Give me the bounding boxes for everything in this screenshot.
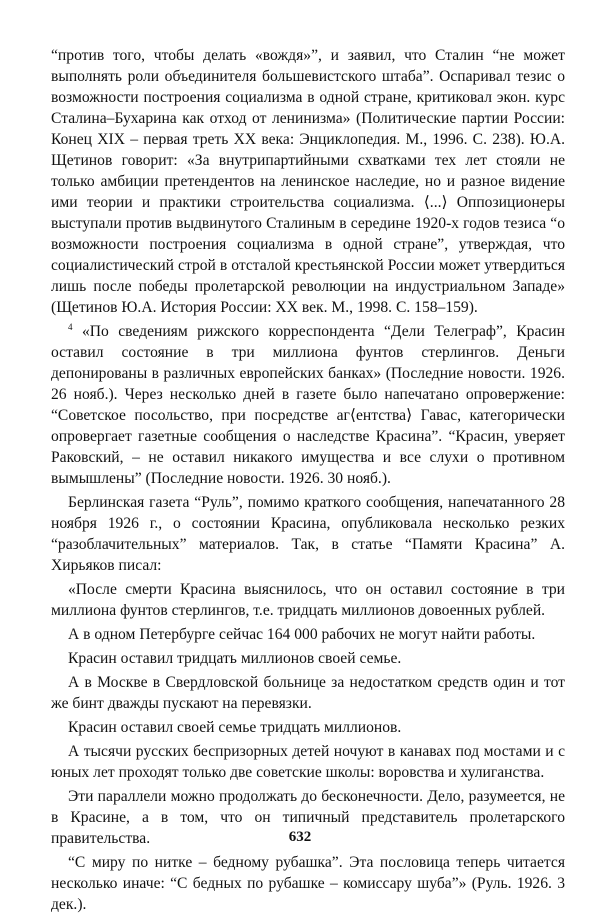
paragraph-footnote-continuation: “против того, чтобы делать «вождя»”, и заявил, что Сталин “не может выполнять роли объединителя большевистского штаба”. Оспаривал тезис о возможности построения социализма в одной стране, критиковал экон. курс Сталина–Бухарина как отход от ленинизма» (Политические партии России: Конец XIX – первая треть XX века: Энциклопедия. М., 1996. С. 238). Ю.А. Щетинов говорит: «За внутрипартийными схватками тех лет стояли не только амбиции претендентов на ленинское наследие, но и разное видение ими теории и практики строительства социализма. ⟨...⟩ Оппозиционеры выступали против выдвинутого Сталиным в середине 1920-х годов тезиса “о возможности построения социализма в одной стране”, утверждая, что социалистический строй в отсталой крестьянской России может утвердиться лишь после победы пролетарской революции на индустриальном Западе» (Щетинов Ю.А. История России: XX век. М., 1998. С. 158–159). (51, 47, 565, 316)
paragraph-quote-petersburg: А в одном Петербурге сейчас 164 000 рабочих не могут найти работы. (68, 626, 536, 643)
paragraph-quote-moscow: А в Москве в Свердловской больнице за недостатком средств один и тот же бинт дважды пускают на перевязки. (51, 674, 565, 712)
paragraph-quote-parallels: Эти параллели можно продолжать до бесконечности. Дело, разумеется, не в Красине, а в том, что он типичный представитель пролетарского правительства. (51, 788, 565, 847)
paragraph-quote-family: Красин оставил тридцать миллионов своей семье. (68, 650, 402, 667)
paragraph-footnote-4 (51, 321, 565, 489)
footnote-4-text: «По сведениям рижского корреспондента “Дели Телеграф”, Красин оставил состояние в три миллиона фунтов стерлингов. Деньги депонированы в различных европейских банках» (Последние новости. 1926. 26 нояб.). Через несколько дней в газете было напечатано опровержение: “Советское посольство, при посредстве аг⟨ентства⟩ Гавас, категорически опровергает газетные сообщения о наследстве Красина”. “Красин, уверяет Раковский, – не оставил никакого имущества и все слухи о противном вымышлены” (Последние новости. 1926. 30 нояб.). (51, 323, 565, 487)
paragraph-quote-start: «После смерти Красина выяснилось, что он оставил состояние в три миллиона фунтов стерлингов, т.е. тридцать миллионов довоенных рублей. (51, 581, 565, 619)
paragraph-quote-proverb: “С миру по нитке – бедному рубашка”. Эта пословица теперь читается несколько иначе: “С бедных по рубашке – комиссару шуба”» (Руль. 1926. 3 дек.). (51, 854, 565, 913)
paragraph-quote-children: А тысячи русских беспризорных детей ночуют в канавах под мостами и с юных лет проходят только две советские школы: воровства и хулиганства. (51, 743, 565, 781)
paragraph-rul-intro: Берлинская газета “Руль”, помимо краткого сообщения, напечатанного 28 ноября 1926 г., о состоянии Красина, опубликовала несколько резких “разоблачительных” материалов. Так, в статье “Памяти Красина” А. Хирьяков писал: (51, 494, 565, 574)
body-text (51, 45, 565, 918)
page-number: 632 (288, 829, 312, 845)
paragraph-quote-family-2: Красин оставил своей семье тридцать миллионов. (68, 719, 402, 736)
footnote-marker: 4 (68, 321, 73, 332)
